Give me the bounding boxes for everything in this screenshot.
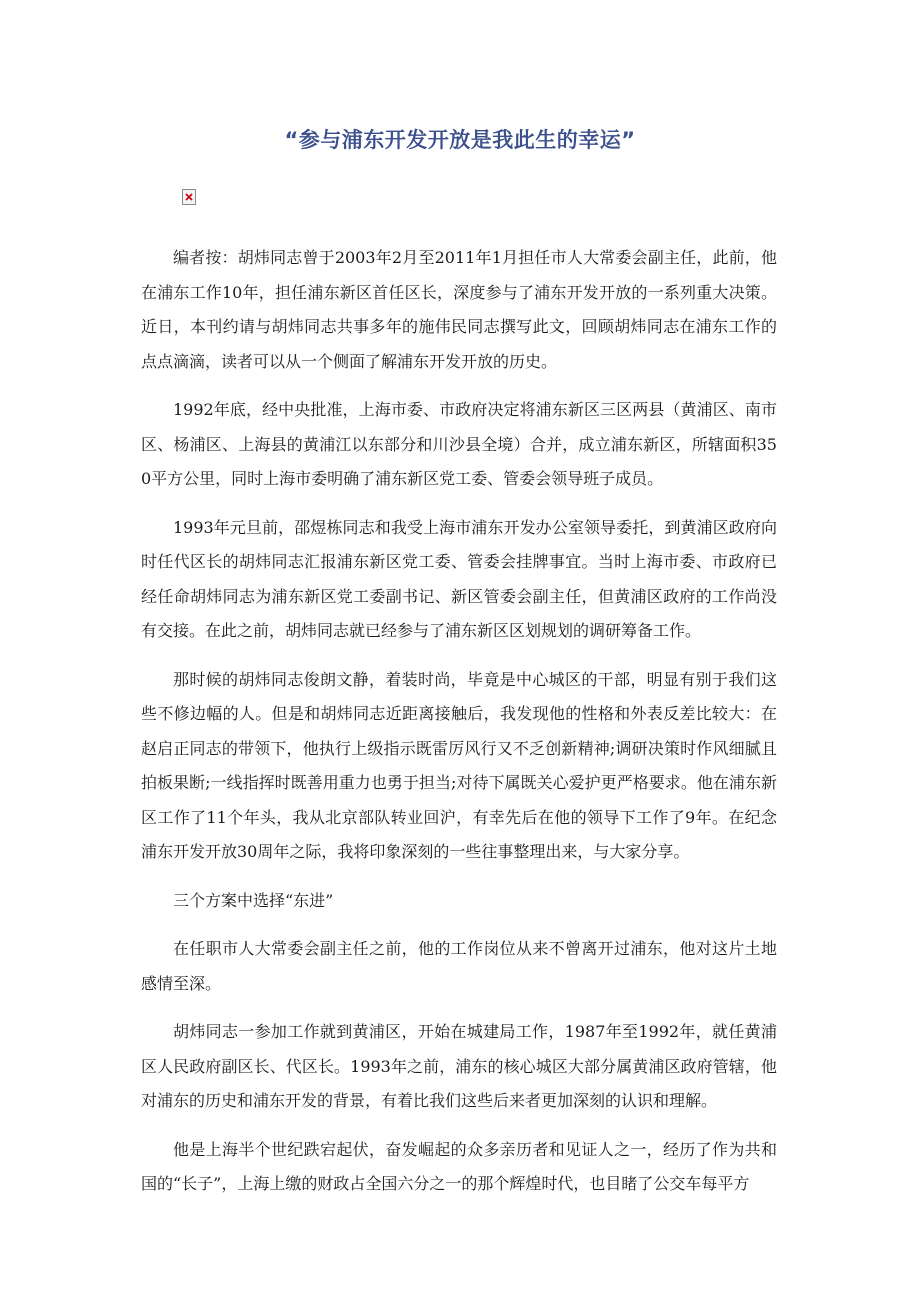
- section-heading: 三个方案中选择“东进”: [173, 890, 334, 910]
- body-paragraph: 他是上海半个世纪跌宕起伏，奋发崛起的众多亲历者和见证人之一，经历了作为共和国的“长子”，上海上缴的财政占全国六分之一的那个辉煌时代，也目睹了公交车每平方: [141, 1139, 777, 1193]
- broken-image-icon: [182, 189, 196, 205]
- article-body: [141, 241, 777, 1216]
- body-paragraph: 胡炜同志一参加工作就到黄浦区，开始在城建局工作，1987年至1992年，就任黄浦区人民政府副区长、代区长。1993年之前，浦东的核心城区大部分属黄浦区政府管辖，他对浦东的历史和浦东开发的背景，有着比我们这些后来者更加深刻的认识和理解。: [141, 1022, 777, 1110]
- red-x-icon: [185, 193, 193, 201]
- article-title: “参与浦东开发开放是我此生的幸运”: [284, 128, 636, 152]
- body-paragraph: 在任职市人大常委会副主任之前，他的工作岗位从来不曾离开过浦东，他对这片土地感情至深。: [141, 939, 777, 993]
- editor-note-paragraph: 编者按：胡炜同志曾于2003年2月至2011年1月担任市人大常委会副主任，此前，他在浦东工作10年，担任浦东新区首任区长，深度参与了浦东开发开放的一系列重大决策。近日，本刊约请与胡炜同志共事多年的施伟民同志撰写此文，回顾胡炜同志在浦东工作的点点滴滴，读者可以从一个侧面了解浦东开发开放的历史。: [141, 248, 777, 371]
- body-paragraph: 1993年元旦前，邵煜栋同志和我受上海市浦东开发办公室领导委托，到黄浦区政府向时任代区长的胡炜同志汇报浦东新区党工委、管委会挂牌事宜。当时上海市委、市政府已经任命胡炜同志为浦东新区党工委副书记、新区管委会副主任，但黄浦区政府的工作尚没有交接。在此之前，胡炜同志就已经参与了浦东新区区划规划的调研筹备工作。: [141, 517, 777, 640]
- body-paragraph: 1992年底，经中央批准，上海市委、市政府决定将浦东新区三区两县（黄浦区、南市区、杨浦区、上海县的黄浦江以东部分和川沙县全境）合并，成立浦东新区，所辖面积350平方公里，同时上海市委明确了浦东新区党工委、管委会领导班子成员。: [141, 400, 777, 488]
- body-paragraph: 那时候的胡炜同志俊朗文静，着装时尚，毕竟是中心城区的干部，明显有别于我们这些不修边幅的人。但是和胡炜同志近距离接触后，我发现他的性格和外表反差比较大：在赵启正同志的带领下，他执行上级指示既雷厉风行又不乏创新精神;调研决策时作风细腻且拍板果断;一线指挥时既善用重力也勇于担当;对待下属既关心爱护更严格要求。他在浦东新区工作了11个年头，我从北京部队转业回沪，有幸先后在他的领导下工作了9年。在纪念浦东开发开放30周年之际，我将印象深刻的一些往事整理出来，与大家分享。: [141, 669, 777, 861]
